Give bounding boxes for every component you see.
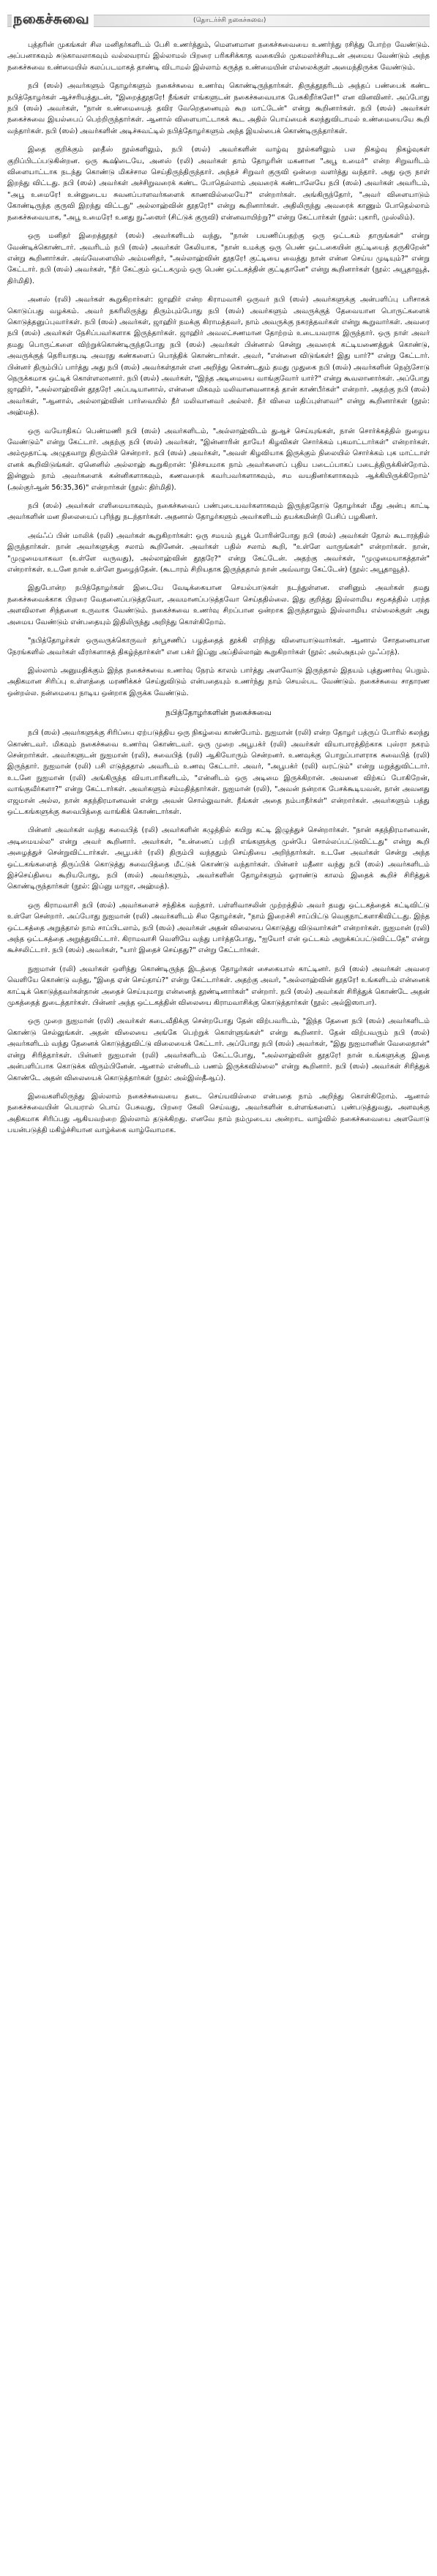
paragraph: இவைகளிலிருந்து இஸ்லாம் நகைச்சுவையை தடை செய்யவில்லை என்பதை நாம் அறிந்து கொள்கிறோம். ஆனால் நகைச்சுவையின் பெயரால் பொய் பேசுவது, பிறரை கேலி செய்வது, அவர்களின் உள்ளங்களைப் புண்படுத்துவது, அளவுக்கு அதிகமாக சிரிப்பது ஆகியவற்றை இஸ்லாம் தடுக்கிறது. எனவே நாம் நம்முடைய அன்றாட வாழ்வில் நகைச்சுவையை அளவோடு பயன்படுத்தி மகிழ்ச்சியான வாழ்க்கை வாழ்வோமாக. (7, 1092, 430, 1135)
paragraph: ஒரு கிராமவாசி நபி (ஸல்) அவர்களைச் சந்திக்க வந்தார். பள்ளிவாசலின் முற்றத்தில் அவர் தமது ஒட்டகத்தைக் கட்டிவிட்டு உள்ளே சென்றார். அப்போது நுஐமான் (ரலி) அவர்களிடம் சில தோழர்கள், "நாம் இறைச்சி சாப்பிட்டு வெகுநாட்களாகிவிட்டது. இந்த ஒட்டகத்தை அறுத்தால் நாம் சாப்பிடலாம், நபி (ஸல்) அவர்கள் அதன் விலையை கொடுத்து விடுவார்கள்" என்றார்கள். நுஐமான் (ரலி) அந்த ஒட்டகத்தை அறுத்துவிட்டார். கிராமவாசி வெளியே வந்து பார்த்தபோது, "ஐயோ! என் ஒட்டகம் அறுக்கப்பட்டுவிட்டதே" என்று கூச்சலிட்டார். நபி (ஸல்) அவர்கள், "யார் இதைச் செய்தது?" என்று கேட்டார்கள். (7, 901, 430, 955)
paragraph: நபி (ஸல்) அவர்கள் எளிமையாகவும், நகைச்சுவைப் பண்புடையவர்களாகவும் இருந்ததோடு தோழர்கள் மீது அன்பு காட்டி அவர்களின் மன நிலையைப் புரிந்து நடந்தார்கள். அதனால் தோழர்களும் அவர்களிடம் தயக்கமின்றி பேசிப் பழகினர். (7, 502, 430, 522)
paragraph: நபி (ஸல்) அவர்களும் தோழர்களும் நகைச்சுவை உணர்வு கொண்டிருந்தார்கள். திருத்தூதரிடம் அந்தப் பண்பைக் கண்ட நபித்தோழர்கள் ஆச்சரியத்துடன், "இறைத்தூதரே! நீங்கள் எங்களுடன் நகைச்சுவையாக பேசுகிறீர்களே!" என வினவினர். அப்போது நபி (ஸல்) அவர்கள், "நான் உண்மையைத் தவிர வேறெதனையும் கூற மாட்டேன்" என்று கூறினார்கள். நபி (ஸல்) அவர்கள் நகைச்சுவை இயல்பைப் பெற்றிருந்தார்கள். ஆனால் விளையாட்டாகக் கூட அதில் பொய்மைக் கலந்துவிடாமல் உண்மையையே கூறி வந்தார்கள். நபி (ஸல்) அவர்களின் அடிச்சுவட்டில் நபித்தோழர்களும் அந்த இயல்பைக் கொண்டிருந்தார்கள். (7, 82, 430, 135)
paragraph: அவ்ஃப் பின் மாலிக் (ரலி) அவர்கள் கூறுகிறார்கள்: ஒரு சமயம் தபூக் போரின்போது நபி (ஸல்) அவர்கள் தோல் கூடாரத்தில் இருந்தார்கள். நான் அவர்களுக்கு சலாம் கூறினேன். அவர்கள் பதில் சலாம் கூறி, "உள்ளே வாருங்கள்" என்றார்கள். நான், "முழுமையாகவா (உள்ளே வருவது), அல்லாஹ்வின் தூதரே?" என்று கேட்டேன். அதற்கு அவர்கள், "முழுமையாகத்தான்" என்றார்கள். உடனே நான் உள்ளே நுழைந்தேன். (கூடாரம் சிறியதாக இருந்ததால் நான் அவ்வாறு கேட்டேன்) (நூல்: அபூதாவூத்). (7, 531, 430, 574)
paragraph: இதுபோன்ற நபித்தோழர்கள் இடையே வேடிக்கையான செயல்பாடுகள் நடந்துள்ளன. எனினும் அவர்கள் தமது நகைச்சுவைக்காக பிறரை வேதனைப்படுத்தவோ, அவமானப்படுத்தவோ செய்ததில்லை. இது குறித்து இஸ்லாமிய சமூகத்தில் பரந்த அளவிலான சிந்தனை உருவாக வேண்டும். நகைச்சுவை உணர்வு சிறப்பான ஒன்றாக இருந்தாலும் இஸ்லாமிய எல்லைக்குள் அது அமைய வேண்டும் என்பதையும் இதிலிருந்து அறிந்து கொள்கிறோம். (7, 584, 430, 626)
section-subheading: நபித்தோழர்களின் நகைச்சுவை (165, 708, 272, 718)
paragraph: புத்தரின் முகங்கள் சில மனிதர்களிடம் பேசி உணர்த்தும், மெளனமான நகைச்சுவையை உணர்ந்து ரசித்து போற்ற வேண்டும். அப்பனாகவும் சுடுகாவலாகவும் வல்லவராய் இல்லாமல் பிறரை பரிகசிக்காத வகையில் முகமலர்ச்சியுடன் அமைய வேண்டும் அந்த நகைச்சுவை உண்மையில் கலப்படமாகத் தாண்டி விடாமல் இல்லாம் கருத்த உண்மையின் எல்லைக்குள் அமைந்திருக்க வேண்டும். (7, 41, 430, 72)
paragraph: இஸ்லாம் அனுமதிக்கும் இந்த நகைச்சுவை உணர்வு நேரம் காலம் பார்த்து அளவோடு இருந்தால் இதயம் புத்துணர்வு பெறும். அதிகமான சிரிப்பு உள்ளத்தை மரணிக்கச் செய்துவிடும் என்பதையும் உணர்ந்து நாம் செயல்பட வேண்டும். நகைச்சுவை சாதாரண ஒன்றல்ல. நன்மையை நாடிய ஒன்றாக இருக்க வேண்டும். (7, 666, 430, 697)
article-body (7, 40, 430, 1137)
article-subtitle: (தொடர்ச்சி நகைச்சுவை) (193, 17, 266, 24)
paragraph: நபி (ஸல்) அவர்களுக்கு சிரிப்பை ஏற்படுத்திய ஒரு நிகழ்வை காண்போம். நுஐமான் (ரலி) என்ற தோழர் பத்ருப் போரில் கலந்து கொண்டவர். மிகவும் நகைச்சுவை உணர்வு கொண்டவர். ஒரு முறை அபூபக்ர் (ரலி) அவர்கள் வியாபாரத்திற்காக புஸ்ரா நகரம் சென்றார்கள். அவர்களுடன் நுஐமான் (ரலி), சுவைபித் (ரலி) ஆகியோரும் சென்றனர். உணவுக்கு பொறுப்பாளராக சுவைபித் (ரலி) இருந்தார். நுஐமான் (ரலி) பசி எடுத்ததால் அவரிடம் உணவு கேட்டார். அவர், "அபூபக்ர் (ரலி) வரட்டும்" என்று மறுத்துவிட்டார். உடனே நுஐமான் (ரலி) அங்கிருந்த வியாபாரிகளிடம், "என்னிடம் ஒரு அடிமை இருக்கிறான். அவனை விற்கப் போகிறேன், வாங்குவீர்களா?" என்று கேட்டார்கள். அவர்களும் சம்மதித்தார்கள். நுஐமான் (ரலி), "அவன் நன்றாக பேசக்கூடியவன், நான் அவனது எஜமான் அல்ல, நான் சுதந்திரமானவன் என்று அவன் சொல்லுவான். நீங்கள் அதை நம்பாதீர்கள்" என்றார்கள். அவர்களும் பத்து ஒட்டகங்களுக்கு சுவைபித்தை வாங்கிக் கொண்டார்கள். (7, 729, 430, 816)
paragraph: ஒரு மனிதர் இறைத்தூதர் (ஸல்) அவர்களிடம் வந்து, "நான் பயணிப்பதற்கு ஒரு ஒட்டகம் தாருங்கள்" என்று வேண்டிக்கொண்டார். அவரிடம் நபி (ஸல்) அவர்கள் கேலியாக, "நான் உமக்கு ஒரு பெண் ஒட்டகையின் குட்டியைத் தருகிறேன்" என்று கூறினார்கள். அவ்வேளையில் அம்மனிதர், "அல்லாஹ்வின் தூதரே! குட்டியை வைத்து நான் என்ன செய்ய முடியும்?" என்று கேட்டார். நபி (ஸல்) அவர்கள், "நீர் கேட்கும் ஒட்டகமும் ஒரு பெண் ஒட்டகத்தின் குட்டிதானே" என்று கூறினார்கள் (நூல்: அபூதாவூத், திர்மிதி). (7, 232, 430, 285)
paragraph: ஒரு வயோதிகப் பெண்மணி நபி (ஸல்) அவர்களிடம், "அல்லாஹ்விடம் துஆச் செய்யுங்கள், நான் சொர்க்கத்தில் நுழைய வேண்டும்" என்று கேட்டார். அதற்கு நபி (ஸல்) அவர்கள், "இன்னாரின் தாயே! கிழவிகள் சொர்க்கம் புகமாட்டார்கள்" என்றார்கள். அம்மூதாட்டி அழுதவாறு திரும்பிச் சென்றார். நபி (ஸல்) அவர்கள், "அவள் கிழவியாக இருக்கும் நிலையில் சொர்க்கம் புக மாட்டாள் எனக் கூறிவிடுங்கள். ஏனெனில் அல்லாஹ் கூறுகிறான்: 'நிச்சயமாக நாம் அவர்களைப் புதிய படைப்பாகப் படைத்திருக்கின்றோம். இன்னும் நாம் அவர்களைக் கன்னிகளாகவும், கணவரைக் கவர்பவர்களாகவும், சம வயதினர்களாகவும் ஆக்கியிருக்கிறோம்' (அல்குர்ஆன் 56:35,36)" என்றார்கள் (நூல்: திர்மிதி). (7, 427, 430, 492)
paragraph: அனஸ் (ரலி) அவர்கள் கூறுகிறார்கள்: ஜாஹிர் என்ற கிராமவாசி ஒருவர் நபி (ஸல்) அவர்களுக்கு அன்பளிப்பு பரிசாகக் கொடுப்பது வழக்கம். அவர் நகரிலிருந்து திரும்பும்போது நபி (ஸல்) அவர்களும் அவருக்குத் தேவையான பொருட்களைக் கொடுத்தனுப்புவார்கள். நபி (ஸல்) அவர்கள், ஜாஹிர் நமக்கு கிராமத்தவர், நாம் அவருக்கு நகரத்தவர்கள் என்று கூறுவார்கள். அவரை நபி (ஸல்) அவர்கள் நேசிப்பவர்களாக இருந்தார்கள். ஜாஹிர் அவலட்சணமான தோற்றம் உடையவராக இருந்தார். ஒரு நாள் அவர் தமது பொருட்களை விற்றுக்கொண்டிருந்தபோது நபி (ஸல்) அவர்கள் பின்னால் சென்று அவரைக் கட்டியணைத்துக் கொண்டு, அவருக்குத் தெரியாதபடி அவரது கண்களைப் பொத்திக் கொண்டார்கள். அவர், "என்னை விடுங்கள்! இது யார்?" என்று கேட்டார். பின்னர் திரும்பிப் பார்த்து அது நபி (ஸல்) அவர்கள்தான் என அறிந்து கொண்டதும் தமது முதுகை நபி (ஸல்) அவர்களின் நெஞ்சோடு நெருக்கமாக ஒட்டிக் கொள்ளலானார். நபி (ஸல்) அவர்கள், "இந்த அடிமையை வாங்குவோர் யார்?" என்று கூவலானார்கள். அப்போது ஜாஹிர், "அல்லாஹ்வின் தூதரே! அப்படியானால், என்னை மிகவும் மலிவானவனாகத் தான் காண்பீர்கள்" என்றார். அதற்கு நபி (ஸல்) அவர்கள், "ஆனால், அல்லாஹ்வின் பார்வையில் நீர் மலிவானவர் அல்லர். நீர் விலை மதிப்புள்ளவர்" என்று கூறினார்கள் (நூல்: அஹ்மத்). (7, 296, 430, 417)
paragraph: ஒரு முறை நுஐமான் (ரலி) அவர்கள் கடைவீதிக்கு சென்றபோது தேன் விற்பவரிடம், "இந்த தேனை நபி (ஸல்) அவர்களிடம் கொண்டு செல்லுங்கள். அதன் விலையை அங்கே பெற்றுக் கொள்ளுங்கள்" என்று கூறினார். தேன் விற்பவரும் நபி (ஸல்) அவர்களிடம் வந்து தேனைக் கொடுத்துவிட்டு விலையைக் கேட்டார். அப்போது நபி (ஸல்) அவர்கள், "இது நுஐமானின் வேலைதான்" என்று சிரித்தார்கள். பின்னர் நுஐமான் (ரலி) அவர்களிடம் கேட்டபோது, "அல்லாஹ்வின் தூதரே! நான் உங்களுக்கு இதை அன்பளிப்பாக கொடுக்க விரும்பினேன். ஆனால் என்னிடம் பணம் இருக்கவில்லை" என்று கூறினார். நபி (ஸல்) அவர்கள் சிரித்துக் கொண்டே அதன் விலையைக் கொடுத்தார்கள் (நூல்: அல்இஸ்தீஆப்). (7, 1017, 430, 1082)
article-title: நகைச்சுவை (12, 6, 94, 32)
paragraph: பின்னர் அவர்கள் வந்து சுவைபித் (ரலி) அவர்களின் கழுத்தில் கயிறு கட்டி இழுத்துச் சென்றார்கள். "நான் சுதந்திரமானவன், அடிமையல்ல" என்று அவர் கூறினார். அவர்கள், "உன்னைப் பற்றி எங்களுக்கு முன்பே சொல்லப்பட்டுவிட்டது" என்று கூறி அழைத்துச் சென்றுவிட்டார்கள். அபூபக்ர் (ரலி) திரும்பி வந்ததும் செய்தியை அறிந்தார்கள். உடனே அவர்கள் சென்று அந்த ஒட்டகங்களைத் திருப்பிக் கொடுத்து சுவைபித்தை மீட்டுக் கொண்டு வந்தார்கள். பின்னர் மதீனா வந்து நபி (ஸல்) அவர்களிடம் இச்செய்தியை கூறியபோது, நபி (ஸல்) அவர்களும், அவர்களின் தோழர்களும் ஓராண்டு காலம் இதைக் கூறிச் சிரித்துக் கொண்டிருந்தார்கள் (நூல்: இப்னு மாஜா, அஹ்மத்). (7, 826, 430, 891)
article-header (7, 4, 430, 35)
paragraph: "நபித்தோழர்கள் ஒருவருக்கொருவர் தர்பூசணிப் பழத்தைத் தூக்கி எறிந்து விளையாடுவார்கள். ஆனால் சோதனையான நேரங்களில் அவர்கள் வீரர்களாகத் திகழ்ந்தார்கள்" என பக்ர் இப்னு அப்தில்லாஹ் கூறுகிறார்கள் (நூல்: அல்அதபுல் முஃப்ரத்). (7, 637, 430, 656)
paragraph: இதை குறிக்கும் ஹதீஸ் நூல்களிலும், நபி (ஸல்) அவர்களின் வாழ்வு நூல்களிலும் பல நிகழ்வு நிகழ்வுகள் குறிப்பிடப்படுகின்றன. ஒரு கூஷிடையே, அனஸ் (ரலி) அவர்கள் தாம் தோழரின் மகனான "அபூ உமைர்" என்ற சிறுவரிடம் விளையாட்டாக நடந்து கொண்டு மிகச்சால செய்திருந்திருந்தார். அந்தச் சிறுவர் குருவி ஒன்றை வளர்த்து வந்தார். அது ஒரு நாள் இறந்து விட்டது. நபி (ஸல்) அவர்கள் அச்சிறுவரைக் கண்ட போதெல்லாம் அவரைக் கண்டாலேயே நபி (ஸல்) அவர்கள் அவரிடம், "அபூ உமைரே! உன்னுடைய சுவனப்பாளவர்களைக் காணவில்லையே?" என்றார்கள். அங்கிருந்தோர், "அவர் விளையாடும் கோண்டிருந்த குருவி இறந்து விட்டது" அல்லாஹ்வின் தூதரே!" என்று கூறினார்கள். அதிலிருந்து அவரைக் காணும் போதெல்லாம் நகைச்சுவையாக, "அபூ உமைரே! உனது நுஃஸைர் (சிட்டுக் குருவி) என்னவாயிற்று?" என்று கேட்பார்கள் (நூல்: புகாரி, முஸ்லிம்). (7, 146, 430, 222)
paragraph: நுஐமான் (ரலி) அவர்கள் ஒளிந்து கொண்டிருந்த இடத்தை தோழர்கள் சைகையால் காட்டினர். நபி (ஸல்) அவர்கள் அவரை வெளியே கொண்டு வந்து, "இதை ஏன் செய்தாய்?" என்று கேட்டார்கள். அதற்கு அவர், "அல்லாஹ்வின் தூதரே! உங்களிடம் என்னைக் காட்டிக் கொடுத்தவர்கள்தான் அதைச் செய்யுமாறு என்னைத் தூண்டினார்கள்" என்றார். நபி (ஸல்) அவர்கள் சிரித்துக் கொண்டே அதன் முகத்தைத் துடைத்தார்கள். பின்னர் அந்த ஒட்டகத்தின் விலையை கிராமவாசிக்கு கொடுத்தார்கள் (நூல்: அல்இஸாபா). (7, 965, 430, 1008)
